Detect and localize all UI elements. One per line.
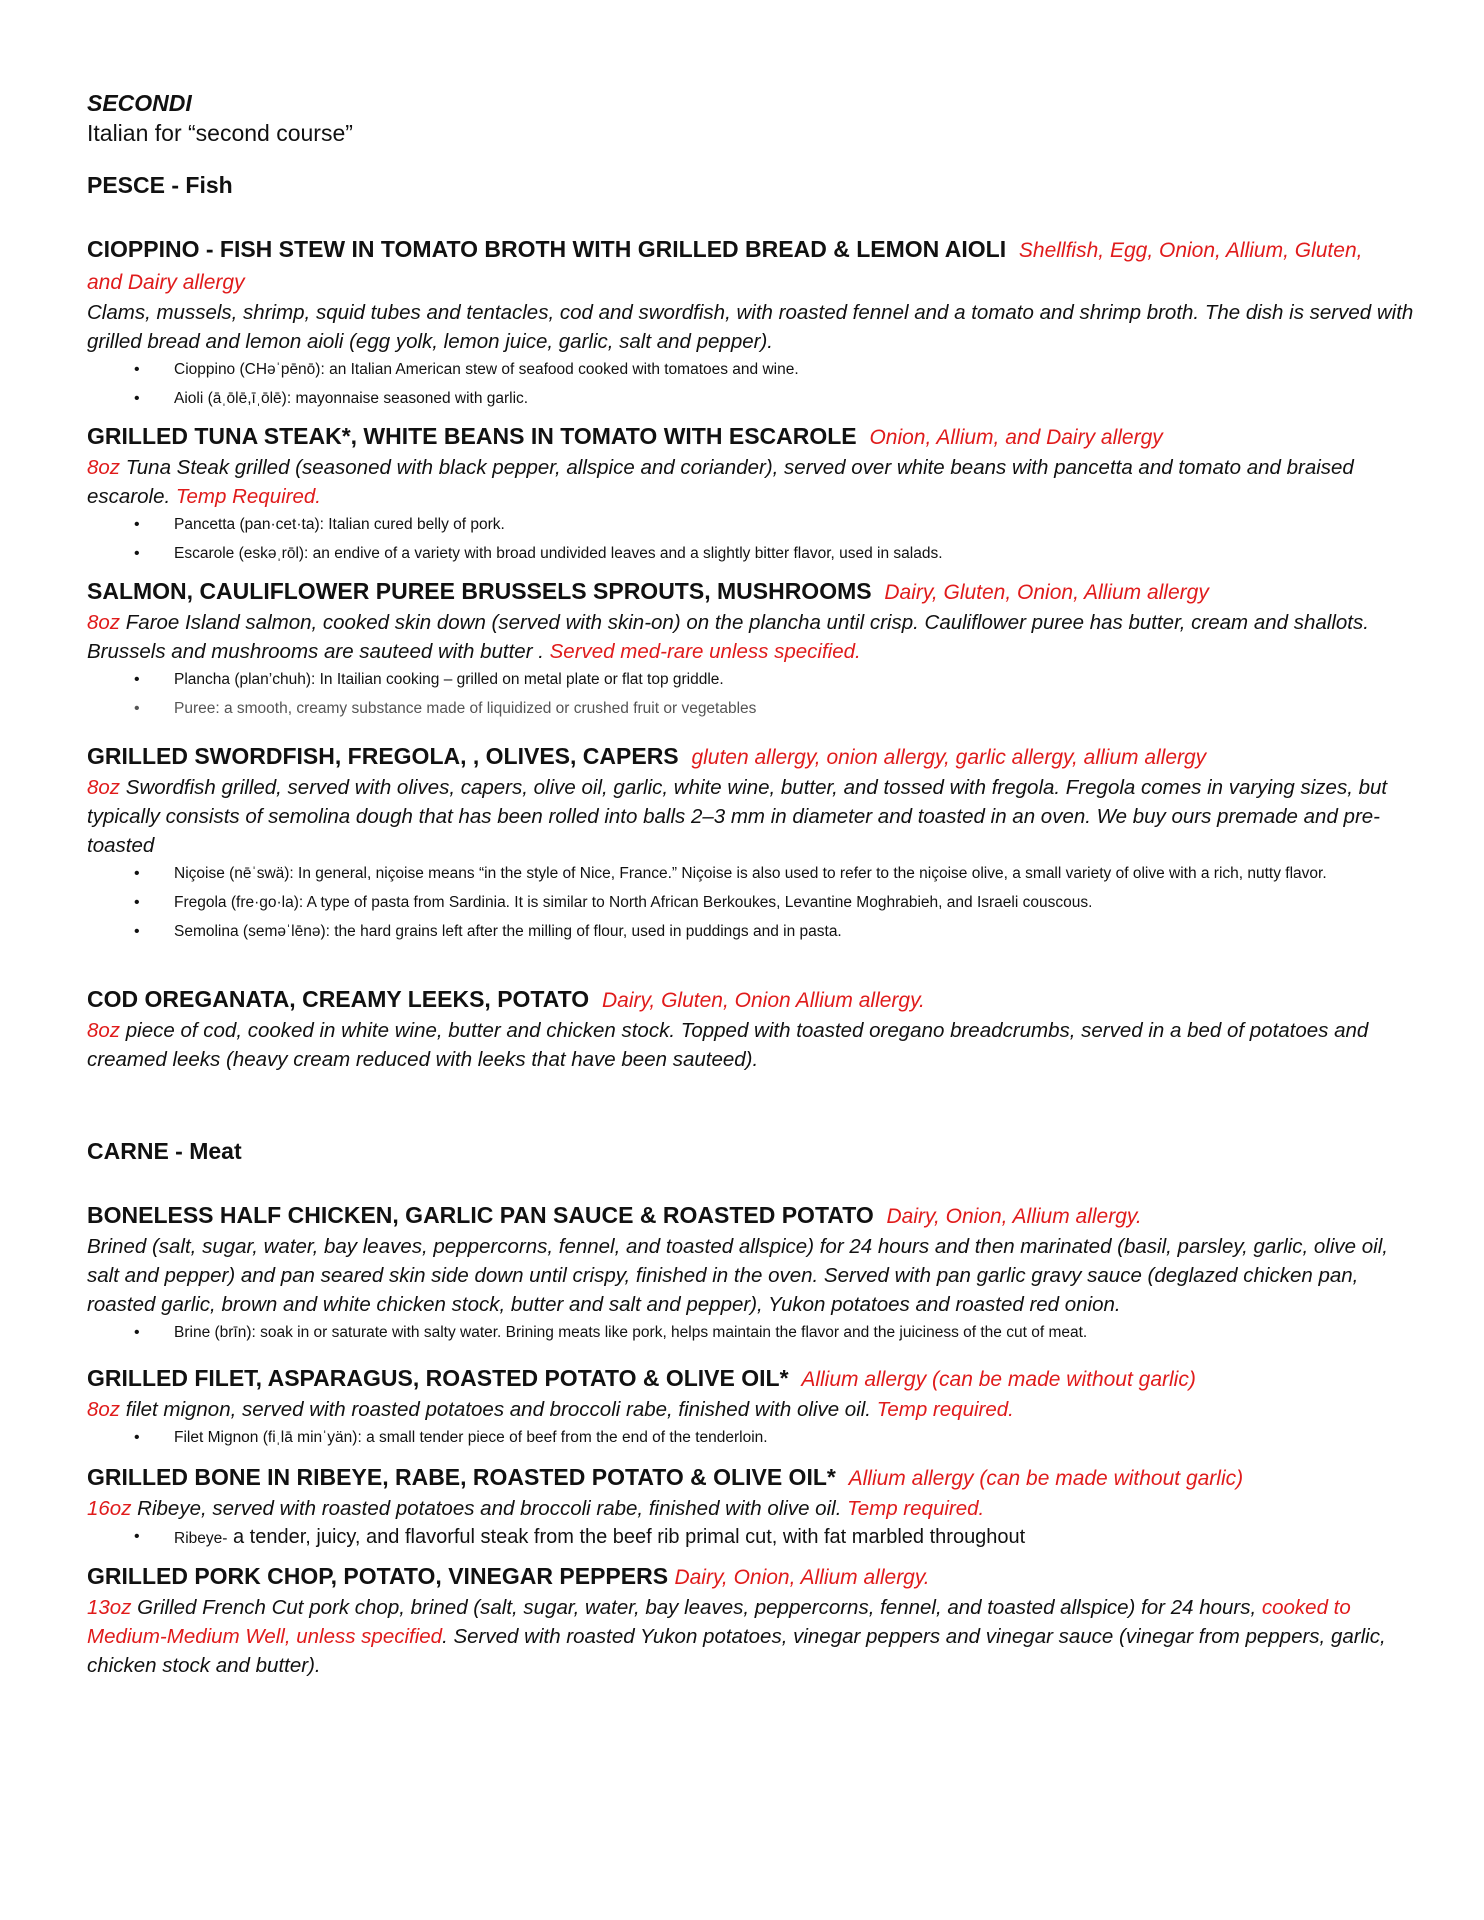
- description-text: . Served with roasted Yukon potatoes, vinegar peppers and vinegar sauce (vinegar from peppers, garlic, chicken stock and butter).: [87, 1625, 1386, 1677]
- allergy-note: and Dairy allergy: [87, 271, 245, 294]
- page-subtitle: Italian for “second course”: [87, 120, 353, 146]
- glossary-item: • Puree: a smooth, creamy substance made of liquidized or crushed fruit or vegetables: [174, 699, 1417, 719]
- dish-swordfish: [87, 741, 1417, 942]
- temp-note: Temp required.: [876, 1398, 1014, 1421]
- allergy-note: Allium allergy (can be made without garlic): [801, 1368, 1196, 1391]
- dish-description: [87, 453, 1417, 511]
- dish-filet: [87, 1363, 1417, 1448]
- glossary-item: • Filet Mignon (fiˌlā minˈyän): a small tender piece of beef from the end of the tenderloin.: [174, 1428, 1417, 1448]
- allergy-note: Dairy, Gluten, Onion, Allium allergy: [884, 581, 1209, 604]
- temp-note: Temp required.: [847, 1497, 985, 1520]
- description-text: Tuna Steak grilled (seasoned with black pepper, allspice and coriander), served over white beans with pancetta and tomato and braised escarole.: [87, 456, 1354, 508]
- description-text: filet mignon, served with roasted potatoes and broccoli rabe, finished with olive oil.: [125, 1398, 872, 1421]
- dish-description: [87, 1016, 1417, 1074]
- dish-tuna: [87, 421, 1417, 564]
- dish-name: SALMON, CAULIFLOWER PUREE BRUSSELS SPROUTS, MUSHROOMS: [87, 578, 872, 604]
- glossary-item: • Brine (brīn): soak in or saturate with salty water. Brining meats like pork, helps maintain the flavor and the juiciness of the cut of meat.: [174, 1323, 1417, 1343]
- glossary-list: [87, 515, 1417, 564]
- dish-description: Brined (salt, sugar, water, bay leaves, peppercorns, fennel, and toasted allspice) for 24 hours and then marinated (basil, parsley, garlic, olive oil, salt and pepper) and pan seared skin side down until crispy, finished in the oven. Served with pan garlic gravy sauce (deglazed chicken pan, roasted garlic, brown and white chicken stock, butter and salt and pepper), Yukon potatoes and roasted red onion.: [87, 1235, 1388, 1316]
- glossary-item: • Plancha (plan’chuh): In Itailian cooking – grilled on metal plate or flat top griddle.: [174, 670, 1417, 690]
- allergy-note: Dairy, Gluten, Onion Allium allergy.: [601, 989, 925, 1012]
- portion-size: 13oz: [87, 1596, 132, 1619]
- dish-name: GRILLED FILET, ASPARAGUS, ROASTED POTATO & OLIVE OIL*: [87, 1365, 789, 1391]
- glossary-item: • Aioli (āˌōlē,īˌōlē): mayonnaise seasoned with garlic.: [174, 389, 1417, 409]
- glossary-list: [87, 1428, 1417, 1448]
- dish-cioppino: [87, 234, 1417, 409]
- allergy-note: gluten allergy, onion allergy, garlic allergy, allium allergy: [691, 746, 1207, 769]
- portion-size: 8oz: [87, 1398, 121, 1421]
- dish-name: COD OREGANATA, CREAMY LEEKS, POTATO: [87, 986, 590, 1012]
- portion-size: 8oz: [87, 456, 121, 479]
- dish-cod: [87, 984, 1417, 1074]
- description-text: Swordfish grilled, served with olives, capers, olive oil, garlic, white wine, butter, and tossed with fregola. Fregola comes in varying sizes, but typically consists of semolina dough that has been rolled into balls 2–3 mm in diameter and toasted in an oven. We buy ours premade and pre-toasted: [87, 776, 1388, 857]
- glossary-item: • Fregola (fre·go·la): A type of pasta from Sardinia. It is similar to North African Berkoukes, Levantine Moghrabieh, and Israeli couscous.: [174, 893, 1417, 913]
- temp-note: cooked to Medium-Medium Well, unless specified: [87, 1596, 1351, 1648]
- allergy-note: Allium allergy (can be made without garlic): [848, 1467, 1244, 1490]
- glossary-item: [174, 1527, 1417, 1549]
- temp-note: Temp Required.: [175, 485, 321, 508]
- glossary-item: • Pancetta (pan·cet·ta): Italian cured belly of pork.: [174, 515, 1417, 535]
- portion-size: 8oz: [87, 611, 121, 634]
- page-title: SECONDI: [87, 90, 192, 116]
- dish-name: GRILLED TUNA STEAK*, WHITE BEANS IN TOMATO WITH ESCAROLE: [87, 423, 857, 449]
- dish-name: GRILLED SWORDFISH, FREGOLA, , OLIVES, CAPERS: [87, 743, 679, 769]
- dish-porkchop: [87, 1561, 1417, 1680]
- dish-name: BONELESS HALF CHICKEN, GARLIC PAN SAUCE & ROASTED POTATO: [87, 1202, 874, 1228]
- portion-size: 16oz: [87, 1497, 132, 1520]
- dish-name: CIOPPINO - FISH STEW IN TOMATO BROTH WITH GRILLED BREAD & LEMON AIOLI: [87, 236, 1007, 262]
- description-text: Grilled French Cut pork chop, brined (salt, sugar, water, bay leaves, peppercorns, fennel, and toasted allspice) for 24 hours,: [137, 1596, 1257, 1619]
- dish-description: [87, 1593, 1417, 1680]
- portion-size: 8oz: [87, 776, 121, 799]
- glossary-item: • Escarole (eskəˌrōl): an endive of a variety with broad undivided leaves and a slightly bitter flavor, used in salads.: [174, 544, 1417, 564]
- dish-name: GRILLED PORK CHOP, POTATO, VINEGAR PEPPERS: [87, 1563, 669, 1589]
- dish-chicken: [87, 1200, 1417, 1343]
- description-text: Faroe Island salmon, cooked skin down (served with skin-on) on the plancha until crisp. Cauliflower puree has butter, cream and shallots. Brussels and mushrooms are sauteed with butter .: [87, 611, 1369, 663]
- glossary-item: • Niçoise (nēˈswä): In general, niçoise means “in the style of Nice, France.” Niçoise is also used to refer to the niçoise olive, a small variety of olive with a rich, nutty flavor.: [174, 864, 1417, 884]
- glossary-item: • Cioppino (CHəˈpēnō): an Italian American stew of seafood cooked with tomatoes and wine.: [174, 360, 1417, 380]
- glossary-list: [87, 1323, 1417, 1343]
- description-text: Ribeye, served with roasted potatoes and broccoli rabe, finished with olive oil.: [137, 1497, 842, 1520]
- dish-description: [87, 773, 1417, 860]
- allergy-note: Shellfish, Egg, Onion, Allium, Gluten,: [1018, 239, 1363, 262]
- glossary-list: [87, 360, 1417, 409]
- glossary-list: [87, 864, 1417, 942]
- temp-note: Served med-rare unless specified.: [549, 640, 861, 663]
- allergy-note: Dairy, Onion, Allium allergy.: [886, 1205, 1142, 1228]
- menu-page: [87, 88, 1417, 1680]
- section-heading-fish: PESCE - Fish: [87, 172, 233, 198]
- section-heading-meat: CARNE - Meat: [87, 1138, 242, 1164]
- dish-salmon: [87, 576, 1417, 719]
- glossary-term: Ribeye-: [174, 1530, 228, 1547]
- allergy-note: Onion, Allium, and Dairy allergy: [869, 426, 1163, 449]
- glossary-item: • Semolina (seməˈlēnə): the hard grains left after the milling of flour, used in puddings and in pasta.: [174, 922, 1417, 942]
- glossary-list: [87, 670, 1417, 719]
- dish-description: Clams, mussels, shrimp, squid tubes and tentacles, cod and swordfish, with roasted fennel and a tomato and shrimp broth. The dish is served with grilled bread and lemon aioli (egg yolk, lemon juice, garlic, salt and pepper).: [87, 301, 1414, 353]
- dish-description: [87, 1395, 1417, 1424]
- dish-ribeye: [87, 1462, 1417, 1549]
- portion-size: 8oz: [87, 1019, 121, 1042]
- dish-name: GRILLED BONE IN RIBEYE, RABE, ROASTED POTATO & OLIVE OIL*: [87, 1464, 836, 1490]
- allergy-note: Dairy, Onion, Allium allergy.: [674, 1566, 930, 1589]
- glossary-definition: a tender, juicy, and flavorful steak from the beef rib primal cut, with fat marbled throughout: [227, 1526, 1026, 1548]
- dish-description: [87, 1494, 1417, 1523]
- dish-description: [87, 608, 1417, 666]
- description-text: piece of cod, cooked in white wine, butter and chicken stock. Topped with toasted oregano breadcrumbs, served in a bed of potatoes and creamed leeks (heavy cream reduced with leeks that have been sauteed).: [87, 1019, 1369, 1071]
- glossary-list: [87, 1527, 1417, 1549]
